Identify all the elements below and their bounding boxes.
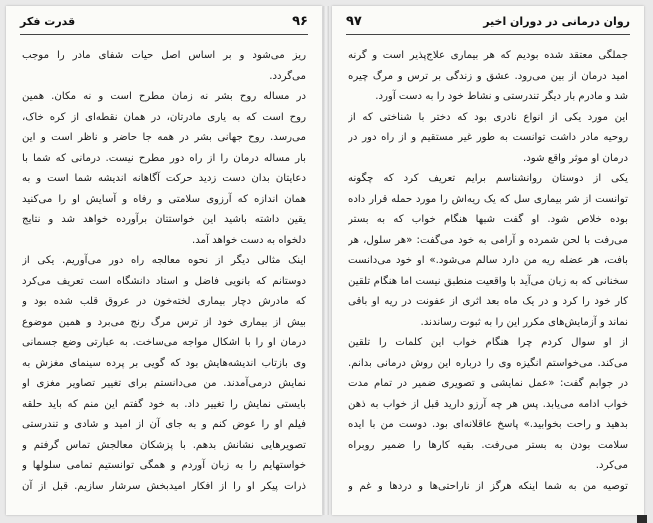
text-line: می‌رسد. روح جهانی بشر در همه جا حاضر و ناظر است و این	[22, 132, 306, 143]
left-page	[6, 6, 322, 515]
right-page-running-title: روان درمانی در دوران اخیر	[483, 15, 630, 28]
left-page-running-title: قدرت فکر	[20, 15, 76, 28]
text-line: یکی از دوستان روانشناسم برایم تعریف کرد که چگونه	[348, 173, 628, 184]
text-line: ذرات پیکر او را از افکار امیدبخش سرشار سازیم. قبل از آن	[22, 480, 306, 492]
text-line: همان اندازه که آرزوی سلامتی و رفاه و آسایش او را می‌کنید	[22, 193, 306, 205]
text-line: تصویرهایی نشانش بدهم. با پزشکان معالجش تماس گرفتم و	[22, 439, 306, 451]
right-page-body	[348, 46, 628, 509]
right-page-header	[346, 14, 630, 35]
text-line: وی بازتاب اندیشه‌هایش بود که گویی بر پرده سینمای مغزش به	[22, 357, 306, 369]
text-line: درمان او موثر واقع شود.	[523, 152, 628, 164]
text-line: بوده خلاص شود. او گفت شبها هنگام خواب که به بستر	[348, 214, 628, 225]
text-line: روحیه مادر داشت توانست به طور غیر مستقیم و از راه دور در	[348, 132, 628, 143]
book-gutter	[323, 6, 329, 515]
text-line: اینک مثالی دیگر از نحوه معالجه راه دور می‌آوریم. یکی از	[22, 255, 306, 266]
text-line: دوستانم که بانویی فاضل و استاد دانشگاه است تعریف می‌کرد	[22, 275, 306, 287]
text-line: یقین داشته باشید این خواستتان برآورده خواهد شد و نتایج	[22, 214, 306, 225]
text-line: خواب ادامه می‌یابد. پس هر چه آرزو دارید قبل از خواب به ذهن	[348, 398, 628, 410]
text-line: روح است که به یاری مادرتان، در همان نقطه‌ای از کره خاک،	[22, 111, 306, 123]
text-line: می‌کند. می‌خواستم انگیزه وی را درباره این روش درمانی بدانم.	[348, 357, 628, 369]
text-line: می‌رفت با لحن شمرده و آرامی به خود می‌گفت: «هر سلول، هر	[348, 234, 628, 246]
text-line: می‌کرد.	[595, 460, 628, 471]
text-line: در جوابم گفت: «عمل نمایشی و تصویری ضمیر در تمام مدت	[348, 378, 628, 389]
text-line: دعایتان بدان دست زدید حرکت آگاهانه اندیشه شما است و به	[22, 173, 306, 184]
left-page-body	[22, 46, 306, 509]
text-line: جملگی معتقد شده بودیم که هر بیماری علاج‌پذیر است و گرنه	[348, 50, 628, 61]
text-line: می‌گردد.	[269, 70, 306, 82]
text-line: ریز می‌شود و بر اساس اصل حیات شفای مادر را موجب	[22, 50, 306, 61]
text-line: بایستی نمایش را تغییر داد. به خود گفتم این منم که باید حلقه	[22, 398, 306, 410]
text-line: کار خود را کرد و در یک ماه بعد اثری از عفونت در ریه او باقی	[348, 296, 628, 307]
text-line: توصیه من به شما اینکه هرگز از ناراحتی‌ها و دردها و غم و	[348, 480, 628, 492]
text-line: بیش از بیماری خود از ترس مرگ رنج می‌برد و همین موضوع	[22, 316, 306, 328]
text-line: فیلم او را عوض کنم و به جای آن از امید و شادی و تندرستی	[22, 419, 306, 430]
left-page-number: ۹۶	[292, 14, 308, 29]
text-line: امید درمان از بین می‌رود. عشق و زندگی بر ترس و مرگ چیره	[348, 70, 628, 82]
text-line: از او سوال کردم چرا هنگام خواب این کلمات را تلقین	[348, 337, 628, 348]
text-line: درمان او را با اشکال مواجه می‌ساخت. به عبارتی وضع جسمانی	[22, 337, 306, 348]
right-page	[332, 6, 644, 515]
text-line: بدهید و راحت بخوابید.» پاسخ عاقلانه‌ای بود. دوست من با ایده	[348, 419, 628, 430]
text-line: سلامت بودن به بستر می‌رفت. بقیه کارها را ضمیر روبراه	[348, 439, 628, 451]
text-line: نماند و آزمایش‌های مکرر این را به ثبوت رساندند.	[420, 316, 628, 328]
scan-corner-mark	[637, 515, 647, 523]
text-line: شد و مادرم بار دیگر تندرستی و نشاط خود را به دست آورد.	[375, 91, 628, 102]
text-line: نمایش درمی‌آمدند. من می‌دانستم برای تغییر تصاویر مغزی او	[22, 378, 306, 389]
text-line: بار مساله درمان را از راه دور مطرح نیست. درمانی که شما با	[22, 152, 306, 164]
right-page-number: ۹۷	[346, 14, 362, 29]
text-line: این مورد یکی از انواع نادری بود که دختر با شناختی که از	[348, 111, 628, 123]
text-line: که مادرش دچار بیماری لخته‌خون در عروق قلب شده بود و	[22, 296, 306, 307]
text-line: بافت، هر عضله ریه من دارد سالم می‌شود.» او خود می‌دانست	[348, 255, 628, 266]
text-line: توانست از شر بیماری سل که یک ریه‌اش را مورد حمله قرار داده	[348, 193, 628, 205]
text-line: خواستهایم را به زبان آوردم و همگی توانستیم تمامی سلولها و	[22, 460, 306, 471]
text-line: سخنانی که به زبان می‌آید با واقعیت منطبق نیست اما هنگام تلقین	[348, 275, 628, 287]
left-page-header	[20, 14, 308, 35]
text-line: دلخواه به دست خواهد آمد.	[192, 234, 306, 246]
text-line: در مساله روح بشر نه زمان مطرح است و نه مکان. همین	[22, 91, 306, 102]
